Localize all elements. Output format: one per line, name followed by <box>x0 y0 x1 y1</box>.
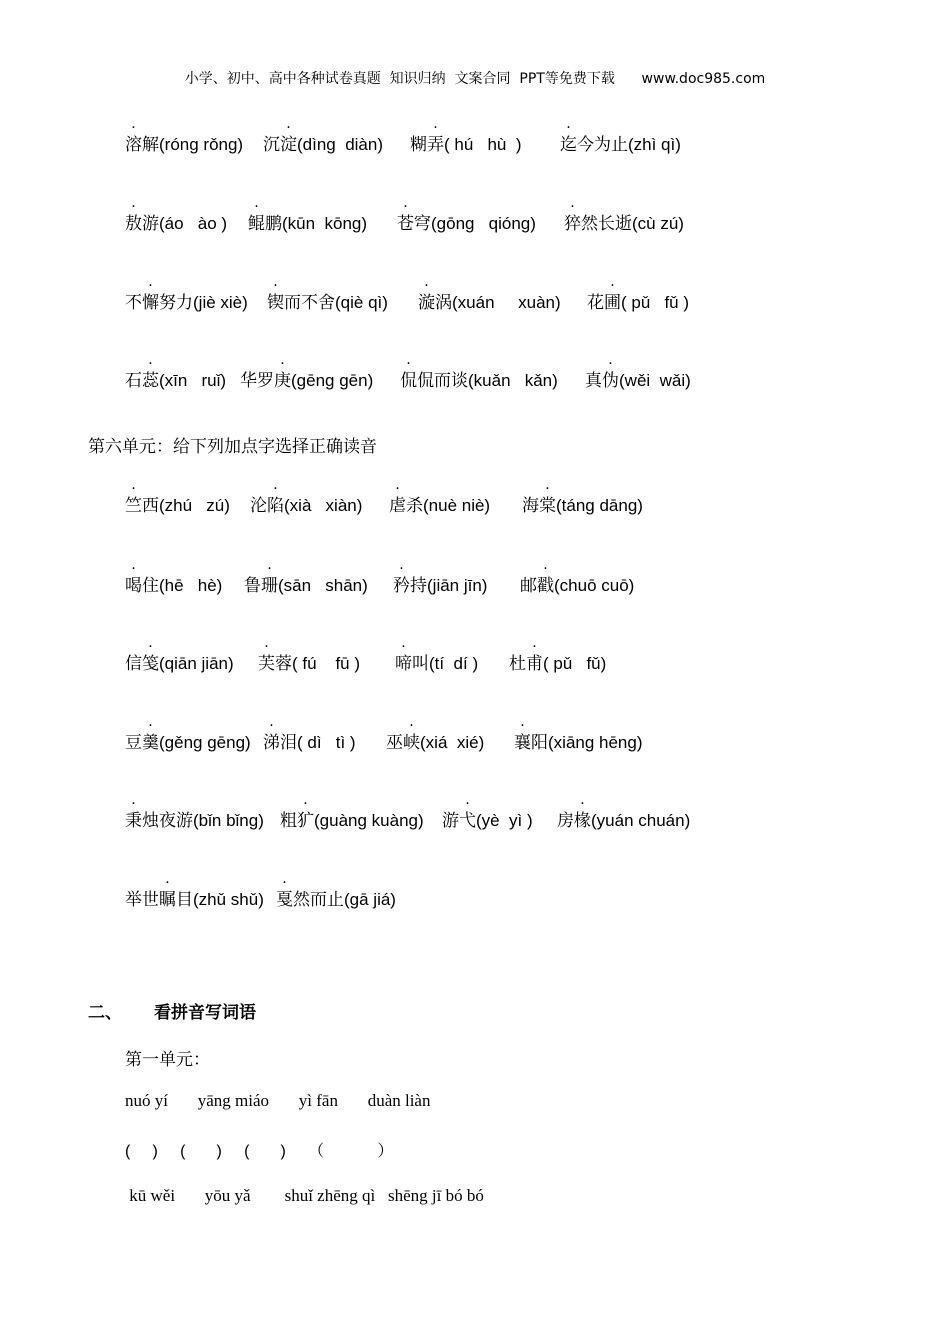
emphasis-dot-icon: . <box>280 352 285 368</box>
emphasis-dot-icon: . <box>545 477 550 493</box>
word-item <box>258 635 361 674</box>
emphasis-dot-icon: . <box>269 714 274 730</box>
word-item <box>125 195 228 234</box>
word-suffix: 努力 <box>159 293 193 313</box>
target-character: 庚 <box>274 371 291 391</box>
target-character: 涕 <box>263 733 280 753</box>
word-item <box>263 714 356 753</box>
unit1-title: 第一单元： <box>125 1050 210 1070</box>
target-character: 锲 <box>267 293 284 313</box>
word-item <box>248 195 368 234</box>
word-item <box>244 557 368 596</box>
word-prefix: 房 <box>557 811 574 831</box>
word-prefix: 花 <box>587 293 604 313</box>
section-2-heading <box>88 998 256 1023</box>
target-character: 虐 <box>389 496 406 516</box>
unit6-title: 第六单元：给下列加点字选择正确读音 <box>88 437 377 457</box>
target-character: 芙 <box>258 654 275 674</box>
word-item <box>585 352 691 391</box>
word-item <box>125 714 251 753</box>
pinyin-options: (jiè xiè) <box>193 293 248 312</box>
word-suffix: 解 <box>142 135 159 155</box>
word-suffix: 目 <box>176 890 193 910</box>
dotted-character <box>142 635 159 674</box>
dotted-character <box>142 714 159 753</box>
word-item <box>397 195 536 234</box>
dotted-character <box>125 116 142 155</box>
word-item <box>267 274 388 313</box>
pinyin-options: (dìng diàn) <box>297 135 383 154</box>
word-suffix: 阳 <box>531 733 548 753</box>
dotted-character <box>400 352 417 391</box>
emphasis-dot-icon: . <box>465 792 470 808</box>
dotted-character <box>403 714 420 753</box>
pinyin-options: (gēng gēn) <box>291 371 374 390</box>
dotted-character <box>602 352 619 391</box>
emphasis-dot-icon: . <box>303 792 308 808</box>
page-header: 小学、初中、高中各种试卷真题 知识归纳 文案合同 PPT等免费下载 www.doc985.com <box>184 71 766 87</box>
word-prefix: 真 <box>585 371 602 391</box>
dotted-character <box>276 871 293 910</box>
word-suffix: 涡 <box>435 293 452 313</box>
pinyin-options: (guàng kuàng) <box>314 811 424 830</box>
dotted-character <box>604 274 621 313</box>
pinyin-options: (gōng qióng) <box>431 214 536 233</box>
pinyin-options: (nuè niè) <box>423 496 491 515</box>
dotted-character <box>395 635 412 674</box>
word-suffix: 西 <box>142 496 159 516</box>
target-character: 鲲 <box>248 214 265 234</box>
word-prefix: 邮 <box>520 576 537 596</box>
pinyin-options: (zhǔ shǔ) <box>193 890 264 909</box>
target-character: 犷 <box>297 811 314 831</box>
word-prefix: 石 <box>125 371 142 391</box>
target-character: 羹 <box>142 733 159 753</box>
emphasis-dot-icon: . <box>409 714 414 730</box>
dotted-character <box>459 792 476 831</box>
word-item <box>393 557 488 596</box>
emphasis-dot-icon: . <box>264 635 269 651</box>
word-item <box>509 635 607 674</box>
dotted-character <box>267 274 284 313</box>
word-suffix: 叫 <box>412 654 429 674</box>
pinyin-options: (zhì qì) <box>628 135 681 154</box>
word-item <box>125 635 234 674</box>
pinyin-options: ( hú hù ) <box>444 135 522 154</box>
target-character: 弋 <box>459 811 476 831</box>
pinyin-options: (gā jiá) <box>344 890 396 909</box>
word-item <box>395 635 479 674</box>
emphasis-dot-icon: . <box>406 352 411 368</box>
emphasis-dot-icon: . <box>403 195 408 211</box>
pinyin-options: (qiān jiān) <box>159 654 234 673</box>
target-character: 侃 <box>400 371 417 391</box>
word-prefix: 信 <box>125 654 142 674</box>
dotted-character <box>574 792 591 831</box>
pinyin-line-1: nuó yí yāng miáo yì fān duàn liàn <box>125 1091 431 1110</box>
emphasis-dot-icon: . <box>267 557 272 573</box>
word-item <box>386 714 485 753</box>
dotted-character <box>418 274 435 313</box>
dotted-character <box>564 195 581 234</box>
emphasis-dot-icon: . <box>401 635 406 651</box>
word-item <box>125 116 244 155</box>
target-character: 喝 <box>125 576 142 596</box>
dotted-character <box>125 792 142 831</box>
pinyin-options: (gěng gēng) <box>159 733 251 752</box>
dotted-character <box>267 477 284 516</box>
target-character: 珊 <box>261 576 278 596</box>
word-suffix: 而不舍 <box>284 293 335 313</box>
dotted-character <box>560 116 577 155</box>
word-suffix: 今为止 <box>577 135 628 155</box>
pinyin-options: (kuǎn kǎn) <box>468 371 558 390</box>
word-suffix: 泪 <box>280 733 297 753</box>
word-prefix: 举世 <box>125 890 159 910</box>
dotted-character <box>159 871 176 910</box>
target-character: 漩 <box>418 293 435 313</box>
pinyin-options: (xià xiàn) <box>284 496 363 515</box>
word-item <box>125 352 227 391</box>
word-item <box>389 477 491 516</box>
word-item <box>276 871 396 910</box>
word-item <box>250 477 363 516</box>
pinyin-options: (hē hè) <box>159 576 223 595</box>
word-item <box>514 714 643 753</box>
emphasis-dot-icon: . <box>610 274 615 290</box>
answer-blanks-line: ( ) ( ) ( ) （ ） <box>125 1143 394 1160</box>
emphasis-dot-icon: . <box>520 714 525 730</box>
pinyin-options: (xiá xié) <box>420 733 485 752</box>
pinyin-options: (cù zú) <box>632 214 684 233</box>
word-suffix: 住 <box>142 576 159 596</box>
word-suffix: 杀 <box>406 496 423 516</box>
pinyin-options: (bǐn bǐng) <box>193 811 264 830</box>
word-prefix: 粗 <box>280 811 297 831</box>
emphasis-dot-icon: . <box>532 635 537 651</box>
pinyin-options: (wěi wǎi) <box>619 371 691 390</box>
target-character: 甫 <box>526 654 543 674</box>
target-character: 戛 <box>276 890 293 910</box>
target-character: 矜 <box>393 576 410 596</box>
dotted-character <box>261 557 278 596</box>
word-prefix: 华罗 <box>240 371 274 391</box>
word-suffix: 鹏 <box>265 214 282 234</box>
dotted-character <box>393 557 410 596</box>
emphasis-dot-icon: . <box>543 557 548 573</box>
target-character: 笺 <box>142 654 159 674</box>
emphasis-dot-icon: . <box>165 871 170 887</box>
word-prefix: 糊 <box>410 135 427 155</box>
target-character: 淀 <box>280 135 297 155</box>
emphasis-dot-icon: . <box>131 477 136 493</box>
emphasis-dot-icon: . <box>282 871 287 887</box>
target-character: 棠 <box>539 496 556 516</box>
word-item <box>564 195 684 234</box>
emphasis-dot-icon: . <box>131 195 136 211</box>
pinyin-options: ( fú fū ) <box>292 654 361 673</box>
dotted-character <box>427 116 444 155</box>
word-item <box>522 477 643 516</box>
target-character: 竺 <box>125 496 142 516</box>
target-character: 峡 <box>403 733 420 753</box>
pinyin-options: (qiè qì) <box>335 293 388 312</box>
dotted-character <box>125 477 142 516</box>
word-prefix: 游 <box>442 811 459 831</box>
word-item <box>400 352 558 391</box>
word-suffix: 游 <box>142 214 159 234</box>
pinyin-options: (róng rǒng) <box>159 135 244 154</box>
dotted-character <box>248 195 265 234</box>
target-character: 椽 <box>574 811 591 831</box>
pinyin-options: (xīn ruǐ) <box>159 371 227 390</box>
word-prefix: 不 <box>125 293 142 313</box>
emphasis-dot-icon: . <box>273 477 278 493</box>
target-character: 啼 <box>395 654 412 674</box>
dotted-character <box>258 635 275 674</box>
emphasis-dot-icon: . <box>131 116 136 132</box>
word-suffix: 蓉 <box>275 654 292 674</box>
pinyin-options: (xiāng hēng) <box>548 733 643 752</box>
pinyin-options: (chuō cuō) <box>554 576 635 595</box>
word-item <box>418 274 561 313</box>
emphasis-dot-icon: . <box>395 477 400 493</box>
dotted-character <box>142 352 159 391</box>
word-item <box>263 116 383 155</box>
target-character: 戳 <box>537 576 554 596</box>
target-character: 敖 <box>125 214 142 234</box>
word-suffix: 侃而谈 <box>417 371 468 391</box>
dotted-character <box>514 714 531 753</box>
word-prefix: 豆 <box>125 733 142 753</box>
word-item <box>240 352 374 391</box>
emphasis-dot-icon: . <box>148 714 153 730</box>
pinyin-options: ( pǔ fǔ ) <box>621 293 690 312</box>
dotted-character <box>263 714 280 753</box>
word-suffix: 然而止 <box>293 890 344 910</box>
word-prefix: 沦 <box>250 496 267 516</box>
word-item <box>560 116 681 155</box>
word-prefix: 沉 <box>263 135 280 155</box>
dotted-character <box>297 792 314 831</box>
pinyin-options: (yuán chuán) <box>591 811 691 830</box>
emphasis-dot-icon: . <box>608 352 613 368</box>
section-number: 二、 <box>88 1003 122 1023</box>
pinyin-options: (tí dí ) <box>429 654 479 673</box>
dotted-character <box>274 352 291 391</box>
pinyin-options: ( pǔ fǔ) <box>543 654 607 673</box>
emphasis-dot-icon: . <box>566 116 571 132</box>
pinyin-options: ( dì tì ) <box>297 733 356 752</box>
target-character: 蕊 <box>142 371 159 391</box>
dotted-character <box>526 635 543 674</box>
emphasis-dot-icon: . <box>399 557 404 573</box>
target-character: 襄 <box>514 733 531 753</box>
emphasis-dot-icon: . <box>570 195 575 211</box>
dotted-character <box>537 557 554 596</box>
word-prefix: 海 <box>522 496 539 516</box>
target-character: 迄 <box>560 135 577 155</box>
dotted-character <box>539 477 556 516</box>
dotted-character <box>125 557 142 596</box>
target-character: 秉 <box>125 811 142 831</box>
word-item <box>442 792 533 831</box>
section-title: 看拼音写词语 <box>154 1003 256 1023</box>
target-character: 溶 <box>125 135 142 155</box>
target-character: 陷 <box>267 496 284 516</box>
pinyin-options: (kūn kōng) <box>282 214 368 233</box>
dotted-character <box>397 195 414 234</box>
target-character: 懈 <box>142 293 159 313</box>
word-prefix: 杜 <box>509 654 526 674</box>
word-item <box>125 274 248 313</box>
target-character: 猝 <box>564 214 581 234</box>
word-item <box>125 792 264 831</box>
target-character: 瞩 <box>159 890 176 910</box>
word-suffix: 穹 <box>414 214 431 234</box>
emphasis-dot-icon: . <box>433 116 438 132</box>
emphasis-dot-icon: . <box>131 792 136 808</box>
emphasis-dot-icon: . <box>286 116 291 132</box>
word-item <box>125 477 230 516</box>
word-item <box>520 557 635 596</box>
pinyin-line-2: kū wěi yōu yǎ shuǐ zhēng qì shēng jī bó bó <box>125 1186 484 1205</box>
target-character: 圃 <box>604 293 621 313</box>
target-character: 弄 <box>427 135 444 155</box>
word-item <box>125 871 264 910</box>
emphasis-dot-icon: . <box>148 274 153 290</box>
word-item <box>587 274 690 313</box>
pinyin-options: (áo ào ) <box>159 214 228 233</box>
word-item <box>410 116 522 155</box>
emphasis-dot-icon: . <box>148 635 153 651</box>
dotted-character <box>280 116 297 155</box>
word-item <box>125 557 223 596</box>
dotted-character <box>389 477 406 516</box>
word-item <box>557 792 691 831</box>
pinyin-options: (jiān jīn) <box>427 576 488 595</box>
word-suffix: 持 <box>410 576 427 596</box>
emphasis-dot-icon: . <box>254 195 259 211</box>
word-prefix: 巫 <box>386 733 403 753</box>
emphasis-dot-icon: . <box>580 792 585 808</box>
pinyin-options: (táng dāng) <box>556 496 643 515</box>
emphasis-dot-icon: . <box>273 274 278 290</box>
emphasis-dot-icon: . <box>424 274 429 290</box>
pinyin-options: (zhú zú) <box>159 496 230 515</box>
dotted-character <box>125 195 142 234</box>
word-suffix: 烛夜游 <box>142 811 193 831</box>
emphasis-dot-icon: . <box>148 352 153 368</box>
word-suffix: 然长逝 <box>581 214 632 234</box>
pinyin-options: (xuán xuàn) <box>452 293 561 312</box>
target-character: 伪 <box>602 371 619 391</box>
emphasis-dot-icon: . <box>131 557 136 573</box>
pinyin-options: (sān shān) <box>278 576 368 595</box>
dotted-character <box>142 274 159 313</box>
pinyin-options: (yè yì ) <box>476 811 533 830</box>
target-character: 苍 <box>397 214 414 234</box>
word-prefix: 鲁 <box>244 576 261 596</box>
word-item <box>280 792 424 831</box>
